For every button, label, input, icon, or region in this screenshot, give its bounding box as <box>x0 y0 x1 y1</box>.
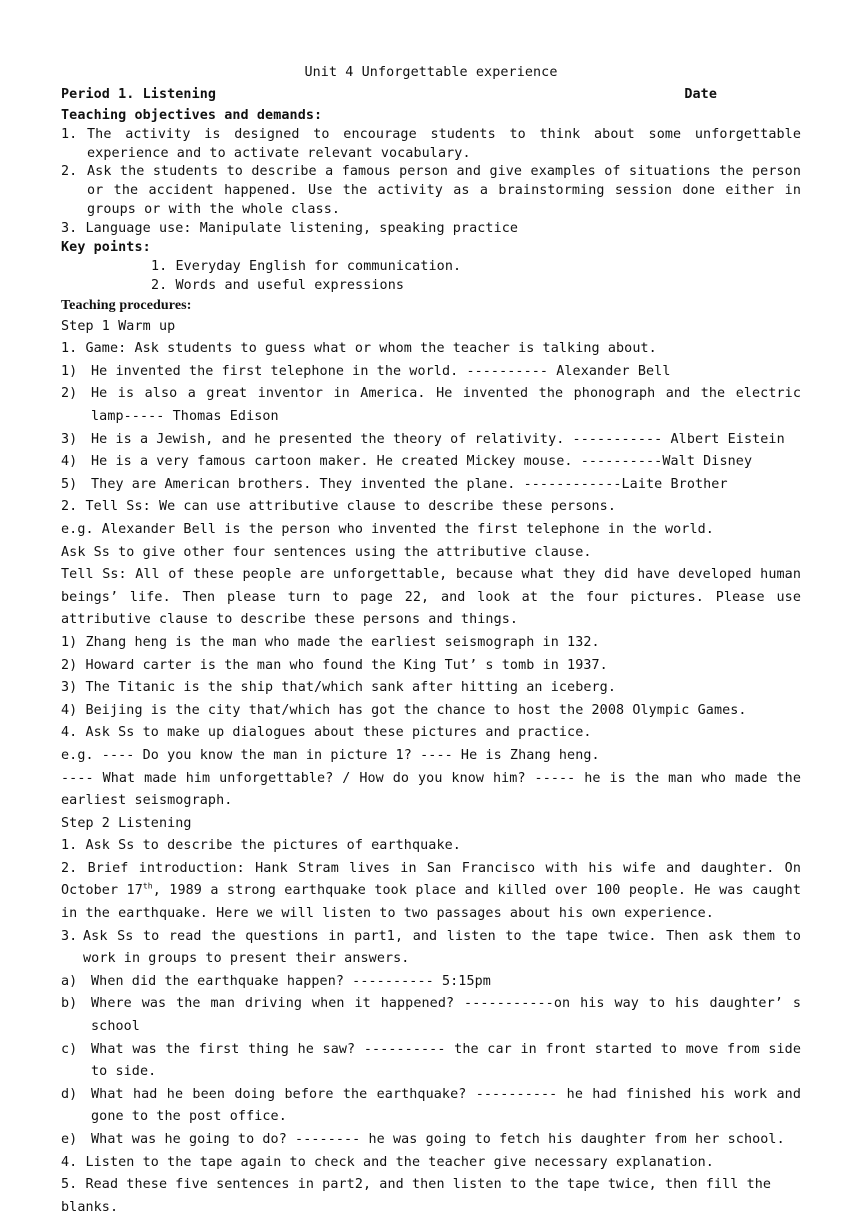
question-item <box>61 971 801 994</box>
game-item-text: They are American brothers. They invented the plane. ------------Laite Brother <box>91 476 728 492</box>
tell-unforgettable: Tell Ss: All of these people are unforgettable, because what they did have developed human beings’ life. Then please turn to page 22, and look at the four pictures. Please use attributive clause to describe these persons and things. <box>61 567 801 628</box>
game-instruction: 1. Game: Ask students to guess what or whom the teacher is talking about. <box>61 341 657 357</box>
procedures-heading: Teaching procedures: <box>61 297 192 313</box>
procedures-body <box>61 316 801 1219</box>
objective-item <box>61 126 801 163</box>
question-item <box>61 993 801 1038</box>
question-text: What was he going to do? -------- he was going to fetch his daughter from her school. <box>91 1132 785 1147</box>
key-point-item: 1. Everyday English for communication. <box>151 259 462 275</box>
objectives-heading: Teaching objectives and demands: <box>61 108 323 123</box>
key-point-item: 2. Words and useful expressions <box>151 277 405 293</box>
tell-attributive: 2. Tell Ss: We can use attributive clause to describe these persons. <box>61 499 617 515</box>
game-item-text: He is a Jewish, and he presented the theory of relativity. ----------- Albert Eistein <box>91 431 785 447</box>
language-use: 3. Language use: Manipulate listening, speaking practice <box>61 220 519 236</box>
picture-sentence: 2) Howard carter is the man who found the King Tut’ s tomb in 1937. <box>61 657 608 673</box>
dialogue-example: ---- What made him unforgettable? / How do you know him? ----- he is the man who made the earliest seismograph. <box>61 770 801 809</box>
game-item-number: 5) <box>61 476 78 492</box>
question-item <box>61 1129 801 1152</box>
question-letter: e) <box>61 1132 78 1147</box>
intro-text-cont: , 1989 a strong earthquake took place and killed over 100 people. He was caught in the earthquake. Here we will listen to two passages about his own experience. <box>61 883 801 922</box>
document-page <box>61 62 801 1219</box>
picture-sentence: 3) The Titanic is the ship that/which sank after hitting an iceberg. <box>61 680 617 696</box>
objective-text: The activity is designed to encourage students to think about some unforgettable experience and to activate relevant vocabulary. <box>87 127 801 161</box>
question-text: Where was the man driving when it happened? -----------on his way to his daughter’ s school <box>91 996 801 1035</box>
task-number: 3. <box>61 928 78 944</box>
key-points-heading: Key points: <box>61 240 151 256</box>
question-text: What was the first thing he saw? ---------- the car in front started to move from side to side. <box>91 1041 801 1080</box>
objectives-list <box>61 126 801 238</box>
picture-sentence: 1) Zhang heng is the man who made the earliest seismograph in 132. <box>61 634 600 650</box>
task-text: Ask Ss to read the questions in part1, and listen to the tape twice. Then ask them to work in groups to present their answers. <box>83 928 801 967</box>
question-item <box>61 1039 801 1084</box>
intro-text: 2. Brief introduction: Hank Stram lives in San Francisco with his wife and daughter. On October 17 <box>61 860 801 899</box>
period-row <box>61 84 801 106</box>
game-item-number: 3) <box>61 431 78 447</box>
ask-sentences: Ask Ss to give other four sentences using the attributive clause. <box>61 544 592 560</box>
question-text: When did the earthquake happen? ---------- 5:15pm <box>91 973 491 989</box>
step1-heading: Step 1 Warm up <box>61 318 176 334</box>
question-letter: c) <box>61 1041 78 1057</box>
question-letter: a) <box>61 973 78 989</box>
document-title: Unit 4 Unforgettable experience <box>304 65 558 80</box>
brief-introduction <box>61 858 801 926</box>
example-sentence: e.g. Alexander Bell is the person who invented the first telephone in the world. <box>61 521 714 537</box>
game-item <box>61 429 801 452</box>
game-item-number: 4) <box>61 454 78 470</box>
game-item-text: He is also a great inventor in America. He invented the phonograph and the electric lamp----- Thomas Edison <box>91 386 801 424</box>
game-item <box>61 361 801 384</box>
listening-task <box>61 926 801 971</box>
question-text: What had he been doing before the earthquake? ---------- he had finished his work and gone to the post office. <box>91 1086 801 1125</box>
dialogue-example: e.g. ---- Do you know the man in picture 1? ---- He is Zhang heng. <box>61 747 600 763</box>
question-item <box>61 1084 801 1129</box>
game-item-number: 2) <box>61 386 78 402</box>
game-item-text: He is a very famous cartoon maker. He created Mickey mouse. ----------Walt Disney <box>91 454 753 470</box>
objective-text: Ask the students to describe a famous person and give examples of situations the person or the accident happened. Use the activity as a brainstorming session done either in groups or with the whole class. <box>87 164 801 217</box>
listening-task: 1. Ask Ss to describe the pictures of earthquake. <box>61 838 461 854</box>
game-item <box>61 451 801 474</box>
ordinal-suffix: th <box>142 882 153 891</box>
listening-task: 5. Read these five sentences in part2, and then listen to the tape twice, then fill the blanks. <box>61 1177 772 1215</box>
game-item-text: He invented the first telephone in the world. ---------- Alexander Bell <box>91 363 671 379</box>
step2-heading: Step 2 Listening <box>61 815 192 831</box>
listening-task: 4. Listen to the tape again to check and the teacher give necessary explanation. <box>61 1154 714 1170</box>
objective-number: 1. <box>61 127 78 142</box>
question-letter: b) <box>61 996 78 1012</box>
period-label: Period 1. Listening <box>61 87 217 102</box>
date-label: Date <box>684 87 717 102</box>
game-item-number: 1) <box>61 363 78 379</box>
dialogue-task: 4. Ask Ss to make up dialogues about these pictures and practice. <box>61 725 592 741</box>
game-item <box>61 383 801 428</box>
question-letter: d) <box>61 1086 78 1102</box>
objective-number: 2. <box>61 164 78 180</box>
picture-sentence: 4) Beijing is the city that/which has got the chance to host the 2008 Olympic Games. <box>61 702 747 718</box>
objective-item <box>61 163 801 219</box>
game-item <box>61 474 801 497</box>
